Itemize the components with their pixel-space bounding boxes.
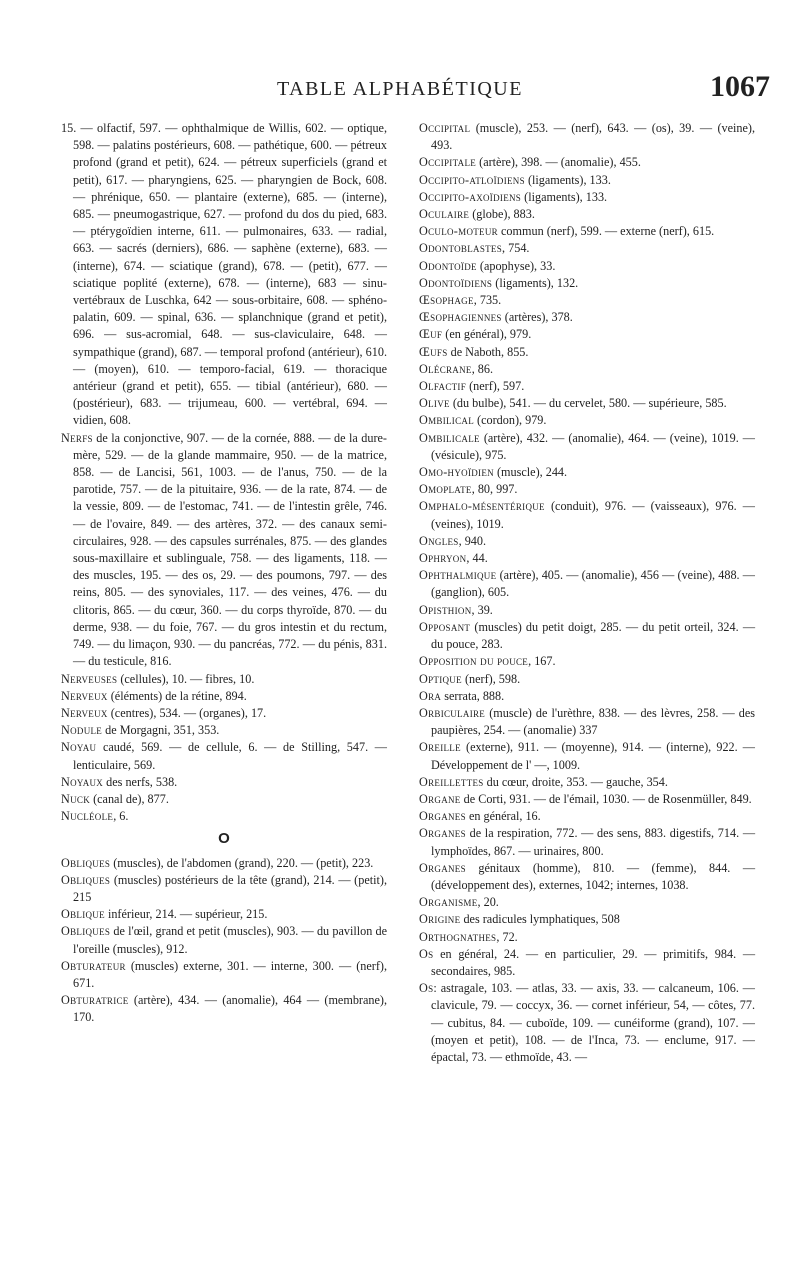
entry-text: de Morgagni, 351, 353. [105,723,220,738]
index-entry [419,980,755,1066]
index-entry [419,344,755,361]
entry-text: (globe), 883. [472,207,535,222]
entry-text: , 735. [473,293,502,308]
entry-headword: Obliques [61,872,111,887]
entry-text: (ligaments), 133. [524,189,608,204]
index-entry [61,739,387,773]
entry-headword: Orbiculaire [419,705,486,720]
entry-text: , 6. [113,809,129,824]
entry-text: , 754. [502,241,530,256]
entry-text: inférieur, 214. — supérieur, 215. [107,907,268,922]
entry-headword: Organes [419,860,466,875]
entry-text: des nerfs, 538. [106,774,178,789]
entry-text: , 39. [471,602,493,617]
entry-text: commun (nerf), 599. — externe (nerf), 615. [501,224,715,239]
entry-text: (muscle) de l'urèthre, 838. — des lèvres, 258. — des paupières, 254. — (anomalie) 337 [431,705,755,738]
index-entry [61,855,387,872]
entry-text: : astragale, 103. — atlas, 33. — axis, 33. — calcaneum, 106. — clavicule, 79. — coccyx, 36. — cornet inférieur, 54, — côtes, 77. — cubitus, 84. — cuboïde, 109. — cunéiforme (grand), 107. — (moyen et petit), 108. — de l'Inca, 73. — enclume, 917. — épactal, 73. — ethmoïde, 43. — [431,981,755,1064]
entry-headword: Œsophagiennes [419,310,502,325]
entry-headword: Orthognathes [419,929,497,944]
entry-headword: Nerveux [61,688,108,703]
entry-text: (muscles) du petit doigt, 285. — du petit orteil, 324. — du pouce, 283. [431,619,756,652]
entry-headword: Nerfs [61,430,93,445]
entry-headword: Occipitale [419,155,477,170]
entry-headword: Organe [419,791,461,806]
index-entry [419,602,755,619]
index-entry [419,533,755,550]
index-entry [419,653,755,670]
index-entry [419,911,755,928]
index-entry [61,430,387,671]
entry-headword: Nucléole [61,809,114,824]
index-entry [419,464,755,481]
index-entry [419,498,755,532]
entry-headword: Organisme [419,895,478,910]
entry-text: (muscle), 253. — (nerf), 643. — (os), 39. — (veine), 493. [431,121,756,153]
index-entry [61,992,387,1026]
index-entry [419,361,755,378]
index-entry [419,671,755,688]
entry-text: de l'œil, grand et petit (muscles), 903. — du pavillon de l'oreille (muscles), 912. [73,924,387,956]
right-column [419,120,755,1066]
entry-headword: Oreillettes [419,774,484,789]
entry-headword: Omoplate [419,482,472,497]
entry-text: de Corti, 931. — de l'émail, 1030. — de Rosenmüller, 849. [463,791,752,806]
page-number: 1067 [710,70,770,103]
entry-text: (en général), 979. [445,327,532,342]
entry-headword: Nerveux [61,705,108,720]
entry-text: de Naboth, 855. [450,344,529,359]
entry-text: (artère), 434. — (anomalie), 464 — (membrane), 170. [73,993,387,1025]
entry-headword: Omphalo-mésentérique [419,499,545,514]
index-entry [419,481,755,498]
entry-headword: Ora [419,688,442,703]
entry-headword: Obliques [61,855,111,870]
index-entry [61,791,387,808]
entry-headword: Œuf [419,327,443,342]
index-entry [419,120,755,154]
index-entry [419,929,755,946]
index-entry [419,705,755,739]
entry-text: , 940. [458,533,487,548]
entry-headword: Odontoïde [419,258,477,273]
index-entry [61,722,387,739]
entry-text: (muscle), 244. [497,465,568,480]
index-entry [419,172,755,189]
right-entry-list [419,120,755,1066]
entry-headword: Odontoblastes [419,241,503,256]
entry-text: (nerf), 598. [464,671,521,686]
index-entry [61,906,387,923]
entry-headword: Nerveuses [61,671,118,686]
entry-headword: Œsophage [419,293,474,308]
entry-text: de la respiration, 772. — des sens, 883. digestifs, 714. — lymphoïdes, 867. — urinaires, 800. [431,826,756,858]
entry-headword: Obliques [61,924,111,939]
index-entry [419,739,755,773]
left-column [61,120,387,1027]
index-entry [419,412,755,429]
index-entry [419,206,755,223]
entry-text: en général, 24. — en particulier, 29. — primitifs, 984. — secondaires, 985. [431,946,756,978]
entry-headword: Oculaire [419,207,470,222]
index-entry [419,688,755,705]
entry-text: (muscles), de l'abdomen (grand), 220. — (petit), 223. [113,855,374,870]
entry-text: (éléments) de la rétine, 894. [110,688,247,703]
running-title: TABLE ALPHABÉTIQUE [277,78,523,100]
entry-text: (du bulbe), 541. — du cervelet, 580. — supérieure, 585. [452,396,727,411]
entry-text: des radicules lymphatiques, 508 [463,912,620,927]
entry-headword: Ongles [419,533,459,548]
index-entry [61,958,387,992]
entry-headword: Oblique [61,907,105,922]
entry-headword: Occipito-atloïdiens [419,172,525,187]
index-entry [419,223,755,240]
entry-headword: Olécrane [419,361,472,376]
entry-text: serrata, 888. [444,688,505,703]
entry-headword: Ombilicale [419,430,480,445]
entry-text: , 80, 997. [471,482,518,497]
index-entry [61,120,387,430]
entry-text: (artères), 378. [504,310,573,325]
entry-text: en général, 16. [468,809,541,824]
entry-headword: Noyaux [61,774,104,789]
index-entry [419,326,755,343]
entry-text: (nerf), 597. [469,379,525,394]
entry-text: (apophyse), 33. [479,258,556,273]
index-entry [419,825,755,859]
entry-text: , 20. [477,895,499,910]
entry-text: (conduit), 976. — (vaisseaux), 976. — (veines), 1019. [431,499,755,531]
entry-headword: Odontoïdiens [419,275,493,290]
index-entry [419,154,755,171]
entry-text: du cœur, droite, 353. — gauche, 354. [486,774,668,789]
index-entry [419,619,755,653]
entry-headword: Ombilical [419,413,474,428]
entry-headword: Opisthion [419,602,472,617]
entry-headword: Optique [419,671,462,686]
index-entry [419,860,755,894]
index-entry [419,395,755,412]
entry-text: génitaux (homme), 810. — (femme), 844. — (développement des), externes, 1042; internes, 1038. [431,860,756,892]
entry-text: , 44. [466,551,488,566]
index-entry [61,923,387,957]
entry-headword: Occipital [419,121,471,135]
entry-text: (canal de), 877. [93,791,169,806]
entry-headword: Obturateur [61,958,126,973]
entry-text: (ligaments), 133. [527,172,611,187]
index-entry [419,240,755,257]
section-letter: O [218,830,230,848]
entry-text: (artère), 398. — (anomalie), 455. [479,155,641,170]
entry-text: (artère), 405. — (anomalie), 456 — (veine), 488. — (ganglion), 605. [431,568,755,600]
entry-headword: Noyau [61,740,97,755]
index-entry [419,946,755,980]
index-entry [61,872,387,906]
entry-headword: Origine [419,912,461,927]
entry-text: , 167. [528,654,556,669]
index-entry [61,774,387,791]
index-entry [419,189,755,206]
entry-headword: Ophryon [419,551,467,566]
o-entry-list [61,855,387,1027]
entry-text: (ligaments), 132. [495,275,579,290]
index-entry [61,808,387,825]
entry-headword: Os [419,981,434,996]
entry-headword: Omo-hyoïdien [419,465,494,480]
index-entry [61,705,387,722]
entry-headword: Organes [419,826,466,841]
index-entry [419,309,755,326]
index-entry [419,275,755,292]
entry-text: (cordon), 979. [477,413,547,428]
entry-headword: Nodule [61,723,103,738]
index-entry [419,774,755,791]
page-header [0,70,800,114]
entry-text: (artère), 432. — (anomalie), 464. — (veine), 1019. — (vésicule), 975. [431,430,755,462]
index-entry [419,894,755,911]
entry-headword: Nuck [61,791,91,806]
index-entry [419,791,755,808]
entry-headword: Olfactif [419,379,467,394]
index-entry [61,671,387,688]
index-entry [419,430,755,464]
entry-headword: Opposant [419,619,471,634]
index-entry [419,550,755,567]
index-entry [61,688,387,705]
entry-headword: Oculo-moteur [419,224,498,239]
entry-headword: Os [419,946,434,961]
entry-text: caudé, 569. — de cellule, 6. — de Stilling, 547. — lenticulaire, 569. [73,740,387,772]
left-entry-list [61,120,387,825]
entry-text: (externe), 911. — (moyenne), 914. — (interne), 922. — Développement de l' —, 1009. [431,740,755,772]
entry-text: (muscles) postérieurs de la tête (grand), 214. — (petit), 215 [73,872,388,904]
entry-headword: Opposition du pouce [419,654,529,669]
entry-text: (muscles) externe, 301. — interne, 300. — (nerf), 671. [73,958,387,990]
index-entry [419,808,755,825]
index-entry [419,567,755,601]
entry-headword: Oreille [419,740,461,755]
entry-text: (cellules), 10. — fibres, 10. [120,671,255,686]
entry-text: , 86. [471,361,494,376]
entry-text: 15. — olfactif, 597. — ophthalmique de Willis, 602. — optique, 598. — palatins postérieurs, 608. — pathétique, 600. — pétreux profond (grand et petit), 624. — pétreux superficiels (grand et petit), 617. — pharyngiens, 625. — pharyngien de Bock, 608. — phrénique, 650. — plantaire (externe), 685. — (interne), 685. — pneumogastrique, 627. — profond du dos du pied, 683. — ptérygoïdien interne, 611. — pulmonaires, 633. — radial, 663. — sacrés (derniers), 686. — saphène (externe), 683. — (interne), 674. — sciatique (grand), 678. — (petit), 677. — sciatique poplité (externe), 678. — (interne), 683 — sinu-vertébraux de Luschka, 642 — sous-orbitaire, 608. — sphéno-palatin, 609. — spinal, 636. — splanchnique (grand et petit), 696. — sus-acromial, 648. — sus-claviculaire, 648. — sympathique (grand), 687. — temporal profond (antérieur), 610. — (moyen), 610. — temporo-facial, 619. — thoracique antérieur (grand et petit), 655. — tibial (antérieur), 680. — (postérieur), 683. — trijumeau, 600. — vertébral, 694. — vidien, 608. [61,121,387,428]
index-entry [419,378,755,395]
entry-headword: Œufs [419,344,448,359]
entry-headword: Occipito-axoïdiens [419,189,522,204]
index-entry [419,258,755,275]
entry-headword: Ophthalmique [419,568,497,583]
entry-headword: Organes [419,809,466,824]
entry-text: de la conjonctive, 907. — de la cornée, 888. — de la dure-mère, 529. — de la glande mammaire, 950. — de la matrice, 858. — de Lancisi, 561, 1003. — de l'anus, 750. — de la parotide, 757. — de la pituitaire, 936. — de la rate, 874. — de la vessie, 809. — de l'estomac, 741. — de l'intestin grêle, 746. — de l'ovaire, 849. — des artères, 372. — des canaux semi-circulaires, 928. — des capsules surrénales, 875. — des glandes sous-maxillaire et sublinguale, 758. — des ligaments, 118. — des muscles, 195. — des os, 29. — des poumons, 797. — des reins, 805. — des synoviales, 117. — des veines, 476. — du clitoris, 865. — du cœur, 360. — du corps thyroïde, 870. — du derme, 938. — du foie, 767. — du gros intestin et du rectum, 749. — du limaçon, 930. — du pancréas, 772. — du pénis, 831. — du testicule, 816. [73,430,387,669]
entry-headword: Obturatrice [61,993,129,1008]
entry-text: (centres), 534. — (organes), 17. [110,705,267,720]
entry-headword: Olive [419,396,450,411]
index-entry [419,292,755,309]
entry-text: , 72. [496,929,518,944]
